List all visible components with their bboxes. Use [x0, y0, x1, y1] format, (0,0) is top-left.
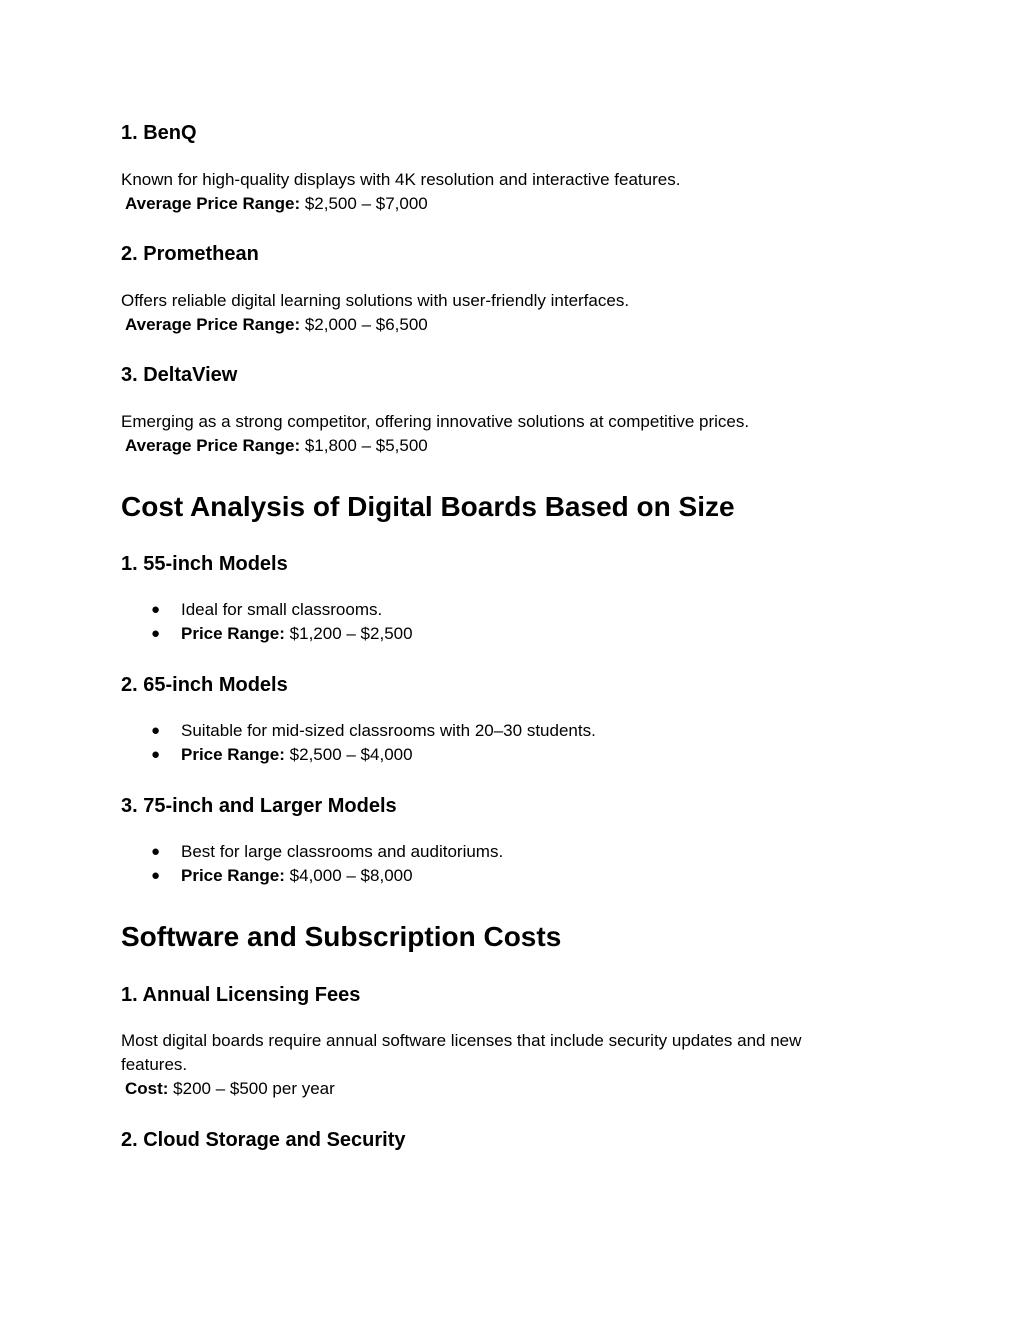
brand-price-line: [121, 434, 881, 458]
bullet-text: Ideal for small classrooms.: [181, 600, 383, 619]
price-value: $1,200 – $2,500: [284, 624, 413, 643]
brand-description-text: Offers reliable digital learning solutions with user-friendly interfaces.: [121, 291, 630, 310]
price-label: Price Range:: [181, 745, 285, 764]
price-value: $2,500 – $4,000: [284, 745, 413, 764]
size-heading-75: 3. 75-inch and Larger Models: [121, 795, 397, 817]
bullet-icon: ●: [151, 746, 161, 763]
brand-heading-deltaview: 3. DeltaView: [121, 364, 238, 386]
size-heading-55: 1. 55-inch Models: [121, 553, 288, 575]
size-heading-65: 2. 65-inch Models: [121, 674, 288, 696]
price-label: Average Price Range:: [125, 436, 301, 455]
software-heading-licensing: 1. Annual Licensing Fees: [121, 984, 361, 1006]
list-item: [121, 622, 413, 646]
cost-label: Cost:: [125, 1079, 169, 1098]
brand-price-line: [121, 313, 881, 337]
brand-price-line: [121, 192, 881, 216]
bullet-text: Suitable for mid-sized classrooms with 20–30 students.: [181, 721, 596, 740]
bullet-icon: ●: [151, 867, 161, 884]
list-item: [121, 719, 596, 743]
licensing-description-text: Most digital boards require annual software licenses that include security updates and new features.: [121, 1031, 802, 1074]
brand-description-benq: [121, 168, 881, 216]
price-label: Average Price Range:: [125, 194, 301, 213]
list-item: [121, 743, 596, 767]
price-value: $2,000 – $6,500: [300, 315, 428, 334]
bullet-icon: ●: [151, 601, 161, 618]
price-value: $1,800 – $5,500: [300, 436, 428, 455]
price-label: Price Range:: [181, 624, 285, 643]
list-item: [121, 598, 413, 622]
section-title-software: Software and Subscription Costs: [121, 921, 562, 952]
brand-heading-promethean: 2. Promethean: [121, 243, 259, 265]
brand-description-text: Emerging as a strong competitor, offering innovative solutions at competitive prices.: [121, 412, 750, 431]
brand-description-promethean: [121, 289, 881, 337]
bullet-icon: ●: [151, 843, 161, 860]
price-label: Price Range:: [181, 866, 285, 885]
list-item: [121, 840, 503, 864]
bullet-icon: ●: [151, 625, 161, 642]
cost-line: [121, 1077, 871, 1101]
cost-value: $200 – $500 per year: [168, 1079, 335, 1098]
price-label: Average Price Range:: [125, 315, 301, 334]
licensing-description: [121, 1029, 871, 1101]
bullet-text: Best for large classrooms and auditoriums.: [181, 842, 504, 861]
section-title-size: Cost Analysis of Digital Boards Based on Size: [121, 491, 735, 522]
size-list-65: [121, 719, 596, 767]
price-value: $4,000 – $8,000: [284, 866, 413, 885]
price-value: $2,500 – $7,000: [300, 194, 428, 213]
brand-description-deltaview: [121, 410, 881, 458]
size-list-75: [121, 840, 503, 888]
software-heading-cloud: 2. Cloud Storage and Security: [121, 1129, 406, 1151]
size-list-55: [121, 598, 413, 646]
list-item: [121, 864, 503, 888]
brand-heading-benq: 1. BenQ: [121, 122, 197, 144]
bullet-icon: ●: [151, 722, 161, 739]
brand-description-text: Known for high-quality displays with 4K resolution and interactive features.: [121, 170, 681, 189]
